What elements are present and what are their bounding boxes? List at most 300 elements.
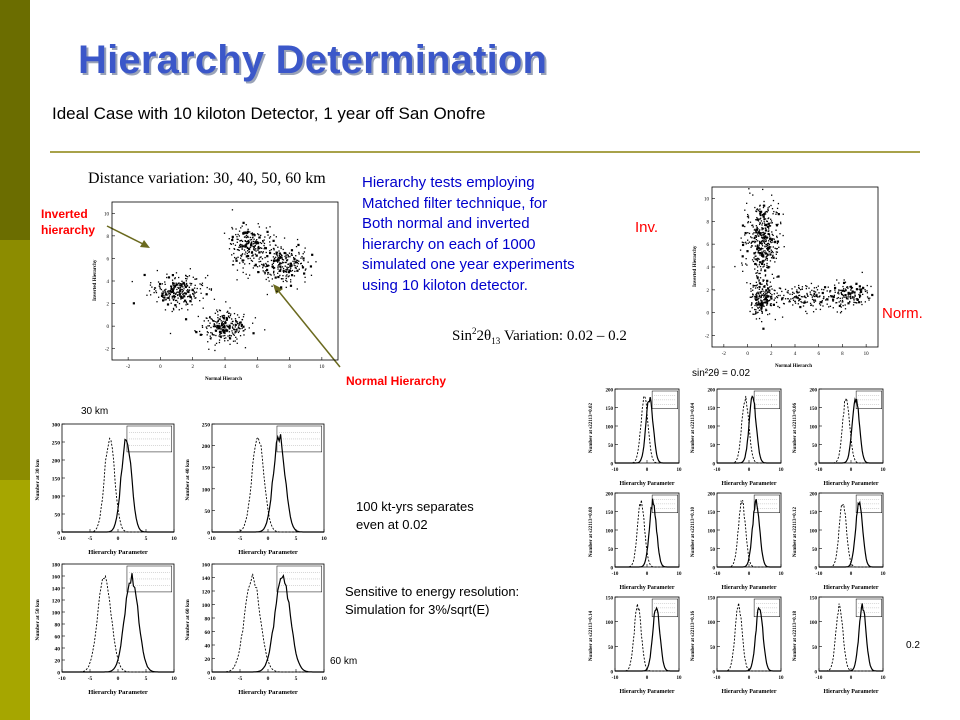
scatter-point: [173, 295, 175, 297]
x-tick-label: 4: [223, 365, 227, 370]
scatter-point: [232, 323, 233, 324]
scatter-point: [236, 321, 237, 322]
scatter-point: [224, 315, 225, 316]
normal-hierarchy-curve: [717, 608, 781, 671]
scatter-point: [242, 233, 244, 235]
y-tick-label: 100: [605, 529, 613, 535]
scatter-point: [761, 321, 762, 322]
scatter-point: [759, 318, 760, 319]
scatter-point: [777, 240, 779, 242]
scatter-point: [771, 220, 772, 221]
km60-label: 60 km: [330, 656, 358, 667]
scatter-point: [279, 255, 280, 256]
y-tick-label: 2: [706, 288, 709, 294]
scatter-point: [761, 224, 762, 225]
scatter-point: [742, 242, 743, 243]
scatter-point: [766, 303, 767, 304]
y-tick-label: 150: [605, 511, 613, 516]
scatter-point: [751, 304, 752, 305]
scatter-point: [174, 304, 176, 306]
scatter-point: [771, 252, 772, 253]
scatter-point: [179, 293, 181, 295]
y-tick-label: 100: [201, 487, 210, 494]
scatter-point: [236, 279, 237, 280]
x-tick-label: -10: [58, 536, 66, 542]
scatter-point: [286, 260, 287, 261]
histogram-xlabel: Hierarchy Parameter: [238, 689, 298, 696]
scatter-point: [772, 208, 773, 209]
scatter-point: [777, 293, 778, 294]
scatter-point: [758, 293, 759, 294]
scatter-point: [865, 291, 866, 292]
scatter-point: [202, 327, 203, 328]
scatter-point: [762, 328, 764, 330]
y-tick-label: 100: [707, 529, 715, 535]
scatter-point: [828, 287, 829, 288]
scatter-point: [761, 232, 762, 233]
scatter-point: [286, 274, 287, 275]
scatter-point: [760, 277, 761, 278]
scatter-point: [285, 266, 286, 267]
scatter-point: [237, 249, 238, 250]
normal-hierarchy-curve: [62, 440, 174, 533]
scatter-point: [257, 271, 259, 273]
y-tick-label: 100: [809, 425, 817, 431]
scatter-point: [792, 294, 793, 295]
scatter-point: [279, 265, 281, 267]
scatter-point: [772, 238, 773, 239]
scatter-point: [180, 283, 181, 284]
y-tick-label: 0: [706, 311, 709, 317]
scatter-point: [764, 224, 765, 225]
scatter-point: [768, 231, 769, 232]
scatter-point: [235, 260, 237, 262]
scatter-point: [173, 292, 174, 293]
scatter-point: [767, 249, 768, 250]
scatter-point: [807, 296, 808, 297]
scatter-point: [757, 208, 758, 209]
inverted-label-line: hierarchy: [41, 223, 96, 237]
scatter-point: [758, 248, 759, 249]
scatter-point: [195, 285, 196, 286]
scatter-point: [260, 261, 261, 262]
scatter-point: [759, 295, 760, 296]
scatter-point: [193, 294, 194, 295]
scatter-point: [291, 274, 293, 276]
scatter-point: [789, 300, 790, 301]
scatter-point: [859, 289, 860, 290]
histogram-panel: [687, 593, 789, 695]
scatter-point: [237, 343, 238, 344]
scatter-point: [209, 323, 210, 324]
scatter-point: [179, 303, 180, 304]
scatter-point: [253, 248, 254, 249]
y-tick-label: 4: [706, 266, 709, 271]
histogram-xlabel: Hierarchy Parameter: [238, 549, 298, 556]
scatter-point: [255, 317, 256, 318]
scatter-point: [750, 291, 751, 292]
scatter-point: [283, 259, 284, 260]
scatter-point: [166, 299, 167, 300]
scatter-point: [269, 280, 270, 281]
scatter-point: [221, 320, 222, 321]
sin-caption-mid: 2θ: [476, 328, 492, 344]
x-tick-label: 5: [144, 536, 148, 542]
y-tick-label: 300: [51, 422, 60, 429]
scatter-point: [767, 221, 768, 222]
scatter-point: [277, 268, 278, 269]
scatter-point: [252, 255, 253, 256]
y-tick-label: 150: [707, 596, 715, 602]
histogram-panel: [789, 593, 891, 695]
scatter-point: [275, 245, 276, 246]
scatter-point: [853, 299, 854, 300]
scatter-point: [812, 296, 813, 297]
scatter-point: [857, 289, 858, 290]
scatter-point: [273, 271, 274, 272]
note-line: 100 kt-yrs separates: [356, 499, 474, 514]
scatter-point: [196, 292, 197, 293]
scatter-point: [230, 313, 231, 314]
scatter-point: [763, 295, 764, 296]
scatter-point: [175, 284, 177, 286]
y-tick-label: 10: [704, 197, 709, 203]
scatter-point: [171, 303, 172, 304]
scatter-point: [766, 280, 768, 282]
scatter-point: [871, 294, 873, 296]
scatter-point: [757, 266, 758, 267]
scatter-point: [176, 306, 177, 307]
scatter-point: [229, 307, 230, 308]
scatter-point: [777, 224, 778, 225]
scatter-point: [264, 248, 265, 249]
scatter-point: [800, 299, 801, 300]
y-tick-label: 120: [51, 598, 60, 605]
scatter-point: [242, 319, 243, 320]
scatter-point: [224, 335, 225, 336]
scatter-point: [250, 239, 251, 240]
scatter-point: [768, 247, 770, 249]
scatter-point: [196, 278, 197, 279]
scatter-point: [223, 323, 224, 324]
scatter-point: [834, 287, 836, 289]
scatter-point: [805, 297, 806, 298]
scatter-point: [772, 255, 773, 256]
scatter-point: [237, 234, 238, 235]
scatter-point: [842, 300, 843, 301]
scatter-point: [286, 287, 287, 288]
scatter-point: [219, 331, 221, 333]
scatter-point: [302, 265, 303, 266]
scatter-point: [847, 286, 848, 287]
x-tick-label: 6: [817, 352, 820, 357]
scatter-point: [743, 242, 744, 243]
scatter-point: [774, 242, 775, 243]
scatter-point: [229, 238, 230, 239]
scatter-point: [210, 318, 211, 319]
scatter-point: [164, 299, 165, 300]
y-tick-label: 50: [710, 444, 715, 449]
scatter-point: [778, 203, 779, 204]
scatter-point: [251, 243, 252, 244]
scatter-point: [746, 243, 747, 244]
scatter-point: [770, 297, 772, 299]
scatter-point: [237, 323, 238, 324]
scatter-point: [270, 236, 271, 237]
x-tick-label: 0: [266, 676, 270, 682]
scatter-point: [235, 324, 237, 326]
scatter-point: [220, 316, 221, 317]
scatter-point: [288, 271, 290, 273]
scatter-point: [240, 227, 241, 228]
scatter-point: [854, 294, 855, 295]
scatter-point: [764, 250, 765, 251]
scatter-point: [820, 304, 821, 305]
scatter-point: [259, 226, 260, 227]
scatter-point: [302, 266, 304, 268]
scatter-point: [834, 285, 835, 286]
histogram-panel: [585, 593, 687, 695]
scatter-point: [208, 320, 209, 321]
y-tick-label: 0: [814, 566, 817, 572]
scatter-point: [759, 212, 761, 214]
scatter-point: [169, 295, 170, 296]
scatter-point: [154, 289, 155, 290]
histogram-ylabel: Number at s22113=0.06: [793, 402, 798, 454]
x-tick-label: 0: [746, 352, 749, 357]
scatter-point: [774, 290, 775, 291]
scatter-point: [182, 289, 183, 290]
scatter-point: [257, 250, 258, 251]
scatter-point: [206, 328, 207, 329]
scatter-point: [766, 265, 767, 266]
scatter-point: [756, 225, 757, 226]
scatter-point: [219, 323, 220, 324]
scatter-point: [304, 251, 305, 252]
scatter-point: [230, 315, 231, 316]
y-tick-label: 50: [204, 508, 210, 515]
scatter-point: [260, 256, 261, 257]
scatter-point: [763, 296, 764, 297]
scatter-point: [747, 240, 748, 241]
scatter-point: [264, 257, 265, 258]
scatter-point: [229, 248, 230, 249]
scatter-point: [269, 250, 270, 251]
scatter-point: [759, 310, 760, 311]
y-tick-label: 0: [207, 530, 210, 537]
y-tick-label: 50: [710, 645, 715, 651]
scatter-point: [818, 292, 819, 293]
x-tick-label: 10: [778, 572, 784, 577]
scatter-point: [808, 288, 809, 289]
scatter-point: [835, 302, 836, 303]
scatter-point: [289, 256, 290, 257]
y-tick-label: 50: [710, 548, 715, 553]
scatter-point: [176, 289, 177, 290]
scatter-point: [859, 292, 860, 293]
scatter-point: [767, 254, 769, 256]
scatter-point: [269, 237, 270, 238]
scatter-point: [267, 272, 268, 273]
scatter-point: [806, 288, 807, 289]
y-tick-label: 100: [605, 425, 613, 431]
scatter-point: [764, 222, 765, 223]
x-tick-label: -10: [611, 572, 619, 577]
scatter-point: [798, 297, 799, 298]
scatter-point: [169, 299, 170, 300]
scatter-point: [768, 295, 769, 296]
scatter-point: [847, 288, 848, 289]
scatter-point: [799, 306, 801, 308]
x-tick-label: 0: [645, 572, 649, 577]
scatter-point: [762, 289, 763, 290]
scatter-point: [814, 299, 815, 300]
scatter-point: [758, 236, 759, 237]
scatter-point: [263, 251, 264, 252]
scatter-point: [299, 269, 300, 270]
scatter-point: [834, 289, 835, 290]
scatter-point: [761, 263, 763, 265]
histogram-ylabel: Number at s22113=0.16: [691, 610, 696, 662]
scatter-point: [226, 331, 227, 332]
scatter-point: [267, 274, 268, 275]
scatter-point: [742, 244, 744, 246]
x-tick-label: 5: [294, 536, 298, 542]
scatter-point: [258, 234, 259, 235]
x-tick-label: -10: [713, 676, 721, 681]
scatter-point: [224, 333, 225, 334]
scatter-point: [760, 309, 761, 310]
scatter-point: [214, 350, 215, 351]
scatter-point: [262, 258, 263, 259]
scatter-point: [822, 292, 824, 294]
scatter-point: [184, 286, 185, 287]
scatter-point: [303, 272, 305, 274]
scatter-point: [763, 232, 764, 233]
scatter-point: [765, 253, 766, 254]
scatter-point: [236, 236, 237, 237]
scatter-point: [762, 237, 763, 238]
scatter-point: [775, 248, 776, 249]
scatter-point: [760, 292, 761, 293]
scatter-point: [753, 257, 754, 258]
y-tick-label: 50: [54, 512, 60, 519]
scatter-point: [251, 251, 252, 252]
scatter-point: [150, 282, 151, 283]
sin-small-label: sin²2θ = 0.02: [692, 368, 751, 379]
scatter-point: [802, 286, 803, 287]
scatter-point: [805, 311, 806, 312]
scatter-point: [264, 329, 265, 330]
scatter-point: [186, 280, 187, 281]
scatter-point: [181, 286, 182, 287]
scatter-point: [310, 265, 312, 267]
scatter-point: [240, 255, 241, 256]
scatter-point: [246, 235, 247, 236]
scatter-point: [247, 278, 248, 279]
y-tick-label: 6: [706, 243, 709, 249]
y-tick-label: 160: [201, 562, 210, 569]
scatter-point: [231, 227, 232, 228]
histogram-xlabel: Hierarchy Parameter: [721, 689, 777, 695]
scatter-point: [225, 322, 226, 323]
scatter-point: [296, 246, 297, 247]
histogram-panel: [687, 385, 789, 487]
scatter-point: [210, 327, 211, 328]
scatter-point: [219, 328, 220, 329]
scatter-point: [237, 257, 238, 258]
scatter-point: [850, 289, 851, 290]
scatter-point: [180, 286, 181, 287]
scatter-point: [759, 229, 760, 230]
scatter-point: [248, 240, 249, 241]
scatter-point: [832, 299, 834, 301]
scatter-point: [280, 246, 281, 247]
scatter-point: [243, 314, 244, 315]
scatter-point: [764, 269, 766, 271]
y-tick-label: 200: [707, 388, 715, 394]
scatter-point: [191, 283, 192, 284]
scatter-point: [793, 300, 794, 301]
scatter-point: [759, 208, 760, 209]
scatter-point: [172, 283, 173, 284]
x-tick-label: 8: [841, 352, 844, 357]
scatter-point: [253, 267, 254, 268]
y-tick-label: 20: [204, 657, 210, 663]
scatter-point: [803, 302, 805, 304]
scatter-point: [231, 318, 232, 319]
scatter-point: [763, 281, 764, 282]
histogram-panel: [32, 420, 182, 556]
scatter-point: [236, 330, 237, 331]
scatter-point: [776, 302, 777, 303]
scatter-point: [266, 231, 268, 233]
scatter-point: [243, 260, 244, 261]
scatter-point: [283, 281, 284, 282]
scatter-point: [821, 289, 822, 290]
y-tick-label: 80: [204, 616, 210, 623]
x-tick-label: 8: [288, 365, 291, 370]
scatter-point: [232, 326, 233, 327]
x-tick-label: 4: [793, 352, 797, 357]
scatter-point: [264, 271, 265, 272]
scatter-point: [193, 290, 194, 291]
scatter-point: [762, 214, 763, 215]
scatter-point: [252, 237, 253, 238]
scatter-point: [239, 262, 240, 263]
scatter-point: [816, 287, 817, 288]
scatter-point: [776, 251, 777, 252]
scatter-point: [206, 318, 207, 319]
scatter-point: [181, 283, 182, 284]
scatter-point: [770, 260, 771, 261]
scatter-point: [796, 289, 797, 290]
scatter-point: [163, 296, 165, 298]
scatter-point: [245, 246, 246, 247]
scatter-point: [856, 302, 857, 303]
scatter-point: [772, 257, 774, 259]
scatter-point: [246, 224, 247, 225]
scatter-point: [185, 318, 187, 320]
scatter-point: [770, 219, 771, 220]
scatter-point: [746, 282, 747, 283]
scatter-point: [295, 265, 296, 266]
scatter-point: [165, 289, 166, 290]
scatter-point: [163, 295, 164, 296]
x-tick-label: -5: [87, 536, 93, 542]
scatter-point: [839, 301, 840, 302]
scatter-point: [756, 232, 757, 233]
